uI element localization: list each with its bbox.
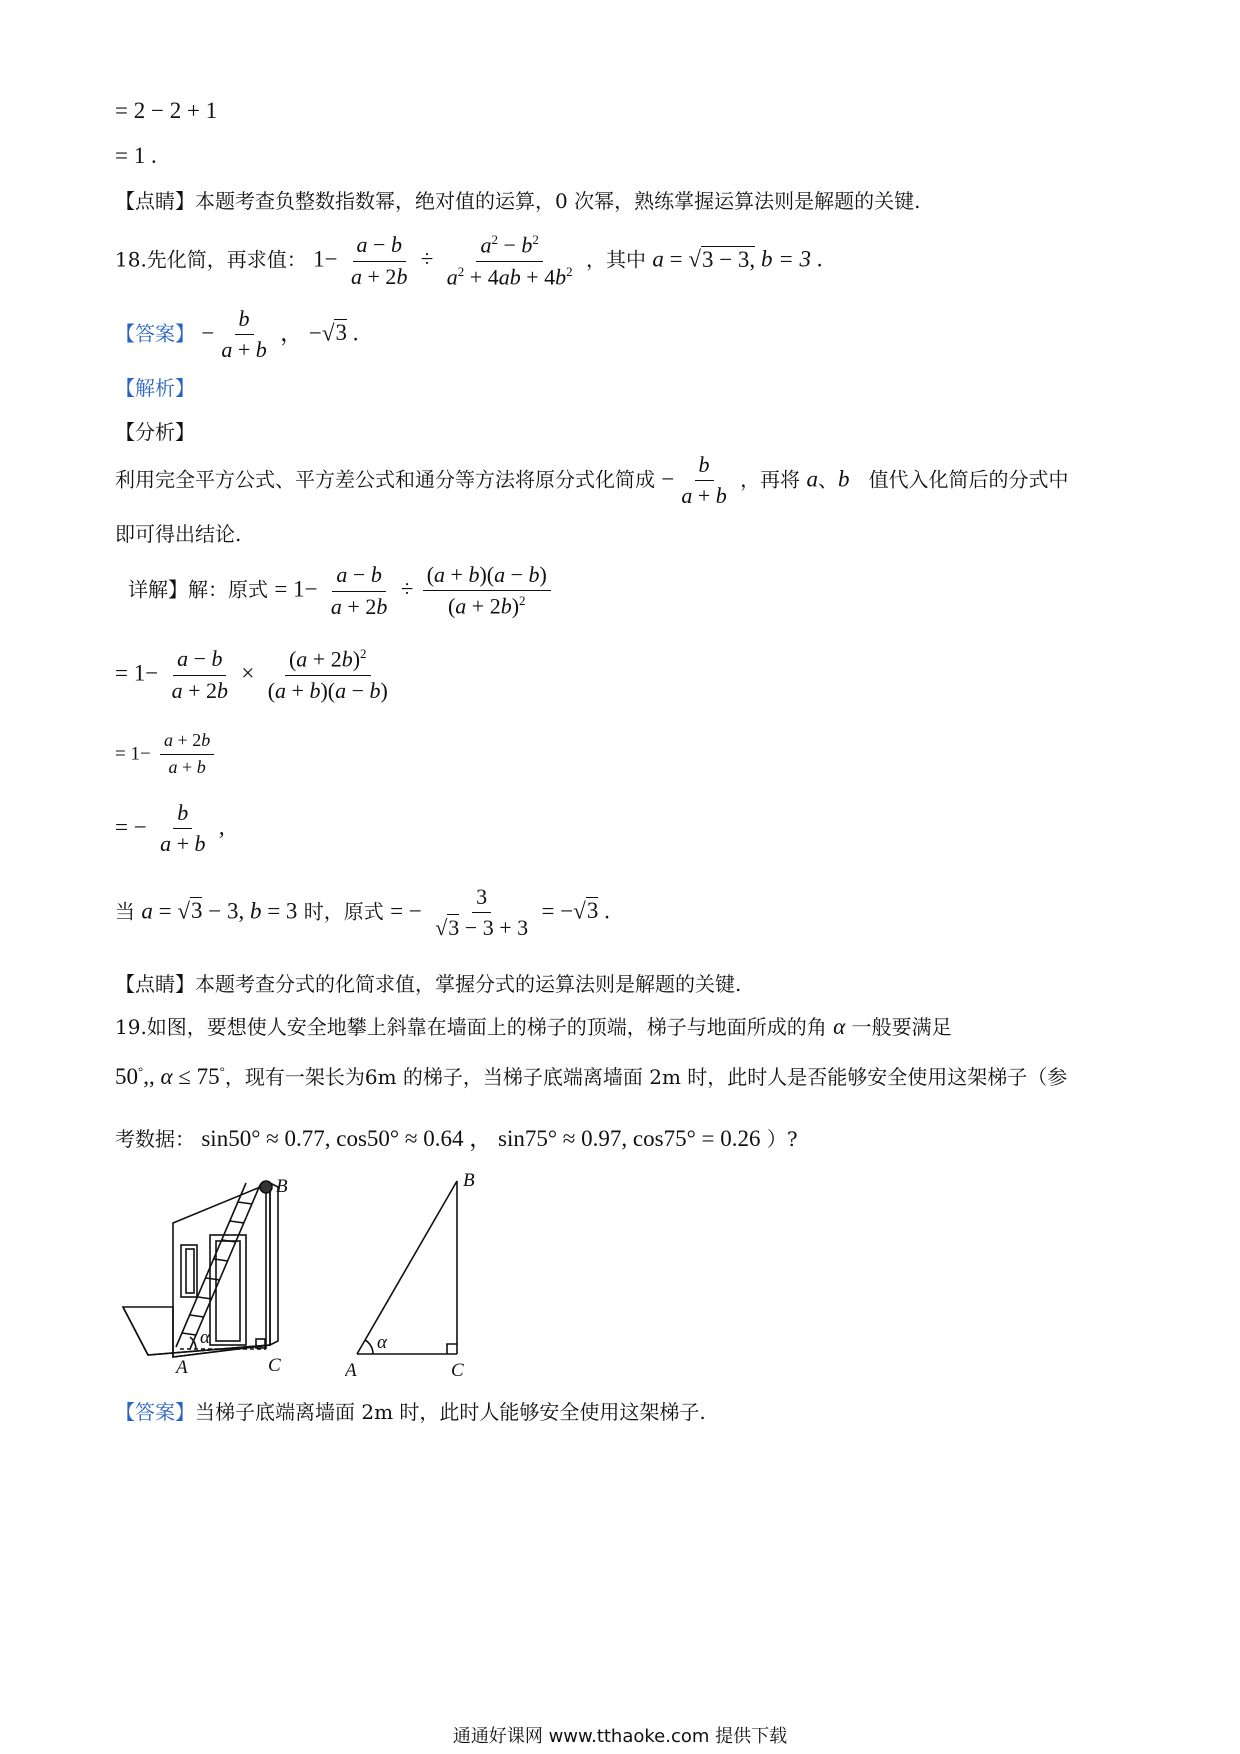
q18-prefix: 18.先化简，再求值： <box>115 247 307 272</box>
fenxi-text: 值代入化简后的分式中 <box>868 467 1069 492</box>
fraction: $\frac{(a + b)(a - b)}{(a + 2b)^2}$ <box>423 562 551 620</box>
detail-line-5: 当 a = √3 − 3, b = 3 时，原式 = − $\frac{3}{√3 - 3 + 3}$ = −√3 . <box>115 884 610 941</box>
fenxi-line: 利用完全平方公式、平方差公式和通分等方法将原分式化简成 − $\frac{b}{a + b}$ ，再将 a、b 值代入化简后的分式中 <box>115 452 1069 509</box>
point-text: 本题考查分式的化简求值，掌握分式的运算法则是解题的关键. <box>195 972 742 996</box>
step-line-1: = 2 − 2 + 1 <box>115 98 218 123</box>
detail-line-1: 详解】解：原式 = 1− $\frac{a - b}{a + 2b}$ ÷ $\frac{(a + b)(a - b)}{(a + 2b)^2}$ <box>128 562 554 620</box>
figure1-label-a: A <box>176 1357 188 1378</box>
dang-text: 当 <box>115 899 135 924</box>
step-line-2: = 1 . <box>115 143 157 168</box>
fraction: $\frac{(a + 2b)^2}{(a + b)(a - b)}$ <box>267 646 388 703</box>
q19-text: ）? <box>766 1127 798 1151</box>
question-19-line-2: 50°,, α ≤ 75°，现有一架长为6m 的梯子，当梯子底端离墙面 2m 时，此时人是否能够安全使用这架梯子（参 <box>115 1063 1068 1089</box>
point-label: 【点睛】 <box>115 189 195 213</box>
detail-line-3: = 1− $\frac{a + 2b}{a + b}$ <box>115 730 217 778</box>
triangle-diagram <box>345 1165 495 1405</box>
alpha-symbol: α <box>833 1014 846 1039</box>
figure1-label-c: C <box>268 1355 281 1376</box>
answer-label: 【答案】 <box>115 321 195 346</box>
q18-where: ，其中 <box>585 247 646 272</box>
point-line-2 <box>115 968 741 997</box>
triangle-label-a: A <box>345 1360 357 1381</box>
figure1-alpha-label: α <box>200 1327 210 1348</box>
footer-source: 通通好课网 www.tthaoke.com 提供下载 <box>452 1726 788 1747</box>
q19-text: 考数据： <box>115 1127 195 1151</box>
fraction: $\frac{a - b}{a + 2b}$ <box>330 562 388 619</box>
fenxi-text: 利用完全平方公式、平方差公式和通分等方法将原分式化简成 <box>115 467 655 492</box>
q19-text: 一般要满足 <box>851 1015 952 1039</box>
q19-text: ，现有一架长为6m 的梯子，当梯子底端离墙面 2m 时，此时人是否能够安全使用这架梯子（参 <box>224 1065 1068 1089</box>
fraction: $\frac{a^2 - b^2}{a^2 + 4ab + 4b^2}$ <box>446 232 573 290</box>
fenxi-text: ，再将 <box>740 467 801 492</box>
fraction: $\frac{b}{a + b}$ <box>681 452 727 509</box>
fraction: $\frac{a - b}{a + 2b}$ <box>171 646 228 703</box>
point-label: 【点睛】 <box>115 972 195 996</box>
answer-19-text: 当梯子底端离墙面 2m 时，此时人能够安全使用这架梯子. <box>195 1400 706 1424</box>
answer-19 <box>115 1396 706 1425</box>
triangle-label-c: C <box>451 1360 464 1381</box>
fraction: $\frac{a + 2b}{a + b}$ <box>160 730 214 778</box>
figure1-label-b: B <box>276 1176 288 1197</box>
triangle-label-b: B <box>463 1170 475 1191</box>
sqrt3-expr: 3 − 3, <box>701 246 756 272</box>
fraction: $\frac{b}{a + b}$ <box>221 306 267 363</box>
detail-line-4: = − $\frac{b}{a + b}$ , <box>115 800 225 857</box>
analysis-label: 【解析】 <box>115 376 195 400</box>
question-19-line-3 <box>115 1120 798 1153</box>
question-19-line-1 <box>115 1011 952 1040</box>
reference-data: sin50° ≈ 0.77, cos50° ≈ 0.64 ， sin75° ≈ 0.97, cos75° = 0.26 <box>201 1126 761 1151</box>
question-18: 18.先化简，再求值： 1− $\frac{a - b}{a + 2b}$ ÷ $\frac{a^2 - b^2}{a^2 + 4ab + 4b^2}$ ，其中 a = √3 − 3, b = 3 . <box>115 232 823 290</box>
q19-text: 19.如图，要想使人安全地攀上斜靠在墙面上的梯子的顶端，梯子与地面所成的角 <box>115 1015 827 1039</box>
detail-line-2: = 1− $\frac{a - b}{a + 2b}$ × $\frac{(a + 2b)^2}{(a + b)(a - b)}$ <box>115 646 395 704</box>
fraction: $\frac{3}{√3 - 3 + 3}$ <box>435 884 529 941</box>
fenxi-label: 【分析】 <box>115 420 195 444</box>
separator: 、 <box>817 467 838 492</box>
detail-label: 详解】解：原式 <box>128 577 268 602</box>
point-line-1 <box>115 185 920 214</box>
answer-18: 【答案】 − $\frac{b}{a + b}$ ， −√3 . <box>115 306 359 363</box>
point-text: 本题考查负整数指数幂，绝对值的运算，0 次幂，熟练掌握运算法则是解题的关键. <box>195 189 921 213</box>
answer-label: 【答案】 <box>115 1400 195 1424</box>
b-value: b = 3 <box>760 246 811 272</box>
shi-text: 时，原式 <box>303 899 384 924</box>
fraction: $\frac{b}{a + b}$ <box>160 800 206 857</box>
triangle-alpha-label: α <box>377 1332 387 1353</box>
fenxi-line-2: 即可得出结论. <box>115 522 242 546</box>
fraction: $\frac{a - b}{a + 2b}$ <box>351 232 408 289</box>
